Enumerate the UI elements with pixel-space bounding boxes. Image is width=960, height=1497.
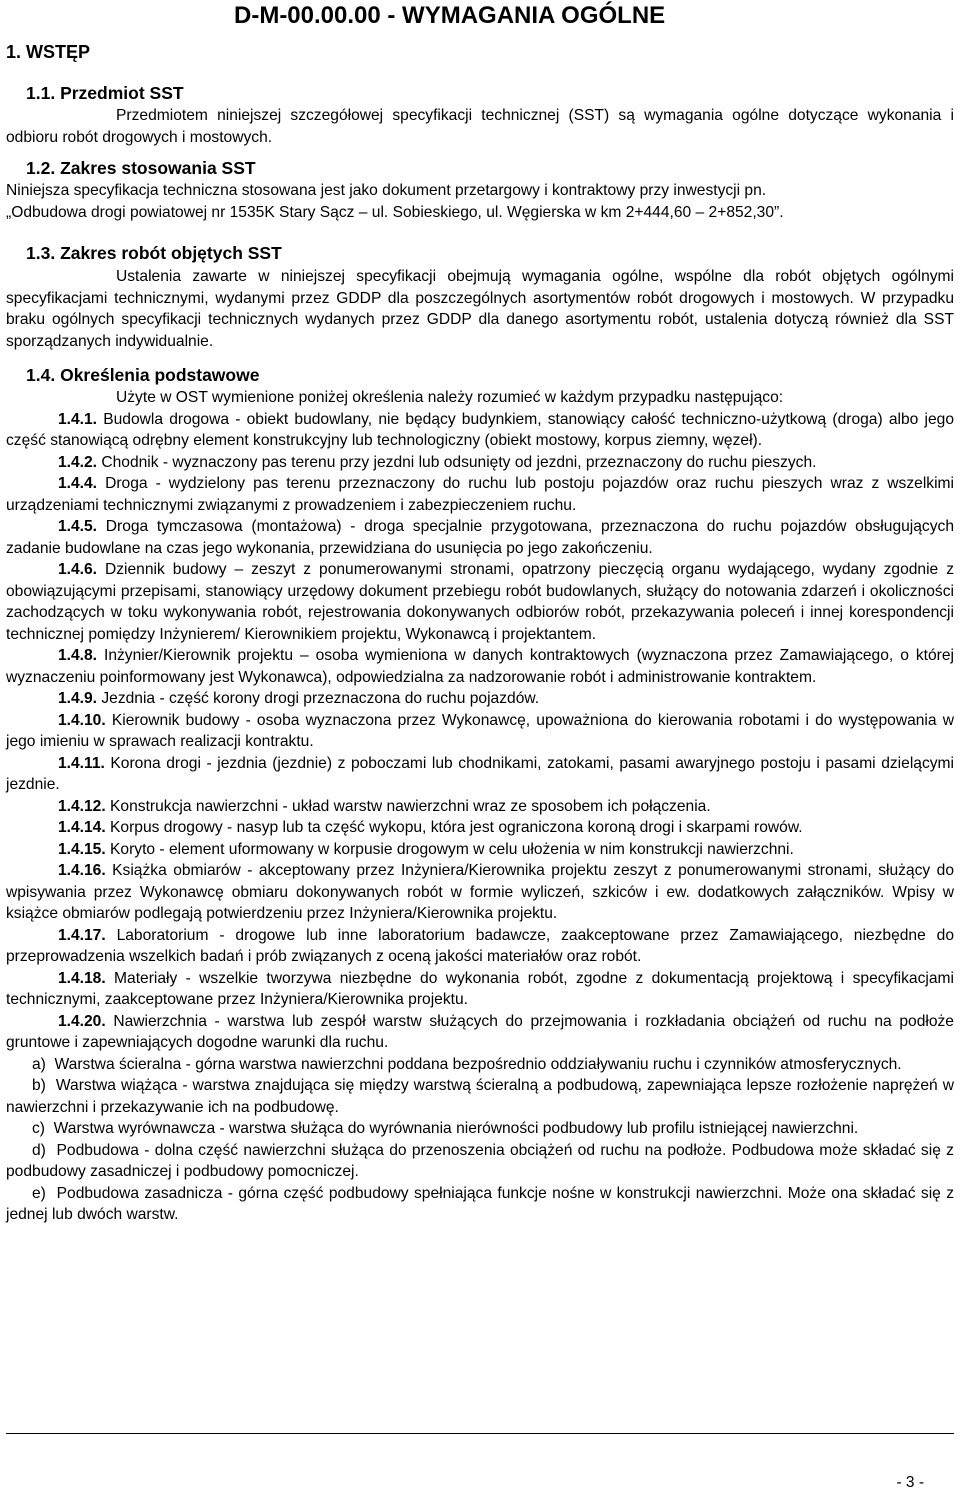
definition-number: 1.4.9.	[58, 690, 98, 707]
subsection-body	[6, 180, 954, 223]
page-number: - 3 -	[896, 1474, 924, 1491]
definition-number: 1.4.18.	[58, 969, 106, 987]
definition-number: 1.4.8.	[58, 647, 98, 664]
paragraph: Przedmiotem niniejszej szczegółowej specyfikacji technicznej (SST) są wymagania ogólne dotyczące wykonania i odbioru robót drogowych i mostowych.	[6, 107, 954, 146]
paragraph: Ustalenia zawarte w niniejszej specyfikacji obejmują wymagania ogólne, wspólne dla robót objętych ogólnymi specyfikacjami technicznymi, wydanymi przez GDDP dla poszczególnych asortymentów robót drogowych i mostowych. W przypadku braku ogólnych specyfikacji technicznych wydanych przez GDDP dla danego asortymentu robót, ustalenia dotyczą również dla SST sporządzanych indywidualnie.	[6, 268, 954, 350]
subsection-heading	[26, 365, 259, 386]
definition-item	[6, 925, 954, 968]
definition-item	[6, 968, 954, 1011]
definitions-container	[6, 409, 954, 1054]
subsection-number: 1.4.	[26, 365, 56, 385]
subsection-number: 1.3.	[26, 243, 56, 263]
definition-text: Droga - wydzielony pas terenu przeznaczony do ruchu lub postoju pojazdów oraz ruchu pieszych wraz z wszelkimi urządzeniami technicznymi związanymi z prowadzeniem i zabezpieczeniem ruchu.	[6, 475, 954, 514]
subsection-title: Określenia podstawowe	[60, 365, 260, 385]
subsection-body	[6, 266, 954, 352]
definition-number: 1.4.11.	[58, 754, 105, 772]
definition-item	[6, 645, 954, 688]
definition-text: Korpus drogowy - nasyp lub ta część wykopu, która jest ograniczona koroną drogi i skarpami rowów.	[110, 819, 803, 836]
layer-item-label: b)	[32, 1077, 46, 1094]
definition-item	[6, 516, 954, 559]
layer-item-label: a)	[32, 1055, 46, 1073]
definition-item	[6, 817, 954, 839]
paragraph: „Odbudowa drogi powiatowej nr 1535K Stary Sącz – ul. Sobieskiego, ul. Węgierska w km 2+444,60 – 2+852,30”.	[6, 203, 784, 221]
definition-text: Chodnik - wyznaczony pas terenu przy jezdni lub odsunięty od jezdni, przeznaczony do ruchu pieszych.	[101, 453, 817, 471]
definition-number: 1.4.16.	[58, 862, 106, 879]
definition-number: 1.4.6.	[58, 561, 98, 578]
definitions-list	[6, 387, 954, 1226]
definition-item	[6, 796, 954, 818]
definition-text: Inżynier/Kierownik projektu – osoba wymieniona w danych kontraktowych (wyznaczona przez Zamawiającego, o której wyznaczeniu poinformowany jest Wykonawca), odpowiedzialna za nadzorowanie robót i administrowanie kontraktem.	[6, 647, 954, 686]
definition-item	[6, 839, 954, 861]
subsection-number: 1.2.	[26, 158, 56, 178]
subsection-title: Zakres stosowania SST	[60, 158, 256, 178]
layer-item	[6, 1054, 954, 1076]
definition-item	[6, 688, 954, 710]
definition-number: 1.4.4.	[58, 475, 98, 492]
definition-number: 1.4.5.	[58, 518, 98, 535]
layer-item-label: d)	[32, 1141, 46, 1159]
definition-item	[6, 710, 954, 753]
layer-item	[6, 1140, 954, 1183]
definition-item	[6, 1011, 954, 1054]
definition-number: 1.4.1.	[58, 410, 98, 428]
footer-divider	[6, 1433, 954, 1434]
layer-item	[6, 1118, 954, 1140]
paragraph: Użyte w OST wymienione poniżej określenia należy rozumieć w każdym przypadku następująco:	[116, 389, 784, 406]
subsection-body	[6, 105, 954, 148]
paragraph: Niniejsza specyfikacja techniczna stosowana jest jako dokument przetargowy i kontraktowy przy inwestycji pn.	[6, 182, 767, 199]
definition-item	[6, 473, 954, 516]
subitems-container	[6, 1054, 954, 1226]
definition-text: Kierownik budowy - osoba wyznaczona przez Wykonawcę, upoważniona do kierowania robotami i do występowania w jego imieniu w sprawach realizacji kontraktu.	[6, 711, 955, 750]
subsection-number: 1.1.	[26, 83, 56, 103]
definition-text: Książka obmiarów - akceptowany przez Inżyniera/Kierownika projektu zeszyt z ponumerowanymi stronami, służący do wpisywania przez Wykonawcę obmiaru dokonywanych robót w formie wyliczeń, szkiców i ew. dodatkowych załączników. Wpisy w książce obmiarów podlegają potwierdzeniu przez Inżyniera/Kierownika projektu.	[6, 862, 954, 922]
definition-number: 1.4.17.	[58, 926, 106, 944]
definition-number: 1.4.10.	[58, 711, 106, 729]
definition-number: 1.4.2.	[58, 453, 98, 471]
layer-item	[6, 1075, 954, 1118]
definition-text: Materiały - wszelkie tworzywa niezbędne do wykonania robót, zgodne z dokumentacją projektową i specyfikacjami technicznymi, zaakceptowane przez Inżyniera/Kierownika projektu.	[6, 969, 954, 1008]
layer-item-label: c)	[32, 1120, 45, 1137]
subsection-title: Przedmiot SST	[60, 83, 184, 103]
definition-item	[6, 452, 954, 474]
definition-text: Laboratorium - drogowe lub inne laboratorium badawcze, zaakceptowane przez Zamawiającego, niezbędne do przeprowadzenia wszelkich badań i prób związanych z oceną jakości materiałów oraz robót.	[6, 926, 954, 965]
definition-text: Konstrukcja nawierzchni - układ warstw nawierzchni wraz ze sposobem ich połączenia.	[110, 797, 711, 815]
layer-item-text: Warstwa wiążąca - warstwa znajdująca się między warstwą ścieralną a podbudową, zapewniająca lepsze rozłożenie naprężeń w nawierzchni i przekazywanie ich na podbudowę.	[6, 1077, 954, 1116]
definition-text: Dziennik budowy – zeszyt z ponumerowanymi stronami, opatrzony pieczęcią organu wydającego, wydany zgodnie z obowiązującymi przepisami, stanowiący urzędowy dokument przebiegu robót budowlanych, służący do notowania zdarzeń i okoliczności zachodzących w toku wykonywania robót, rejestrowania dokonywanych odbiorów robót, przekazywania poleceń i innej korespondencji technicznej pomiędzy Inżynierem/ Kierownikiem projektu, Wykonawcą i projektantem.	[6, 561, 954, 643]
definition-number: 1.4.12.	[58, 797, 106, 815]
section-heading: 1. WSTĘP	[6, 42, 91, 62]
layer-item-text: Warstwa ścieralna - górna warstwa nawierzchni poddana bezpośrednio oddziaływaniu ruchu i czynników atmosferycznych.	[54, 1055, 902, 1073]
definition-number: 1.4.20.	[58, 1012, 106, 1030]
subsection-title: Zakres robót objętych SST	[60, 243, 282, 263]
definition-item	[6, 559, 954, 645]
layer-item-text: Podbudowa - dolna część nawierzchni służąca do przenoszenia obciążeń od ruchu na podłoże. Podbudowa może składać się z podbudowy zasadniczej i podbudowy pomocniczej.	[6, 1141, 954, 1180]
definition-text: Droga tymczasowa (montażowa) - droga specjalnie przygotowana, przeznaczona do ruchu pojazdów obsługujących zadanie budowlane na czas jego wykonania, przewidziana do usunięcia po jego zakończeniu.	[6, 518, 954, 557]
layer-item-label: e)	[32, 1184, 46, 1202]
definition-number: 1.4.15.	[58, 840, 106, 858]
subsection-heading	[26, 158, 256, 179]
layer-item-text: Warstwa wyrównawcza - warstwa służąca do wyrównania nierówności podbudowy lub profilu istniejącej nawierzchni.	[53, 1120, 859, 1137]
layer-item	[6, 1183, 954, 1226]
definition-item	[6, 753, 954, 796]
definition-text: Korona drogi - jezdnia (jezdnie) z poboczami lub chodnikami, zatokami, pasami awaryjnego postoju i pasami dzielącymi jezdnie.	[6, 754, 954, 793]
definition-text: Koryto - element uformowany w korpusie drogowym w celu ułożenia w nim konstrukcji nawierzchni.	[110, 840, 794, 858]
definition-item	[6, 860, 954, 925]
definition-text: Nawierzchnia - warstwa lub zespół warstw służących do przejmowania i rozkładania obciążeń od ruchu na podłoże gruntowe i zapewniających dogodne warunki dla ruchu.	[6, 1012, 954, 1051]
definition-number: 1.4.14.	[58, 819, 106, 836]
subsection-heading	[26, 243, 282, 264]
definition-text: Budowla drogowa - obiekt budowlany, nie będący budynkiem, stanowiący całość techniczno-użytkową (droga) albo jego część stanowiącą odrębny element konstrukcyjny lub technologiczny (obiekt mostowy, korpus ziemny, węzeł).	[6, 410, 954, 449]
definition-item	[6, 409, 954, 452]
subsection-heading	[26, 83, 184, 104]
document-title: D-M-00.00.00 - WYMAGANIA OGÓLNE	[234, 2, 666, 29]
definition-text: Jezdnia - część korony drogi przeznaczona do ruchu pojazdów.	[101, 690, 540, 707]
layer-item-text: Podbudowa zasadnicza - górna część podbudowy spełniająca funkcje nośne w konstrukcji nawierzchni. Może ona składać się z jednej lub dwóch warstw.	[6, 1184, 955, 1223]
